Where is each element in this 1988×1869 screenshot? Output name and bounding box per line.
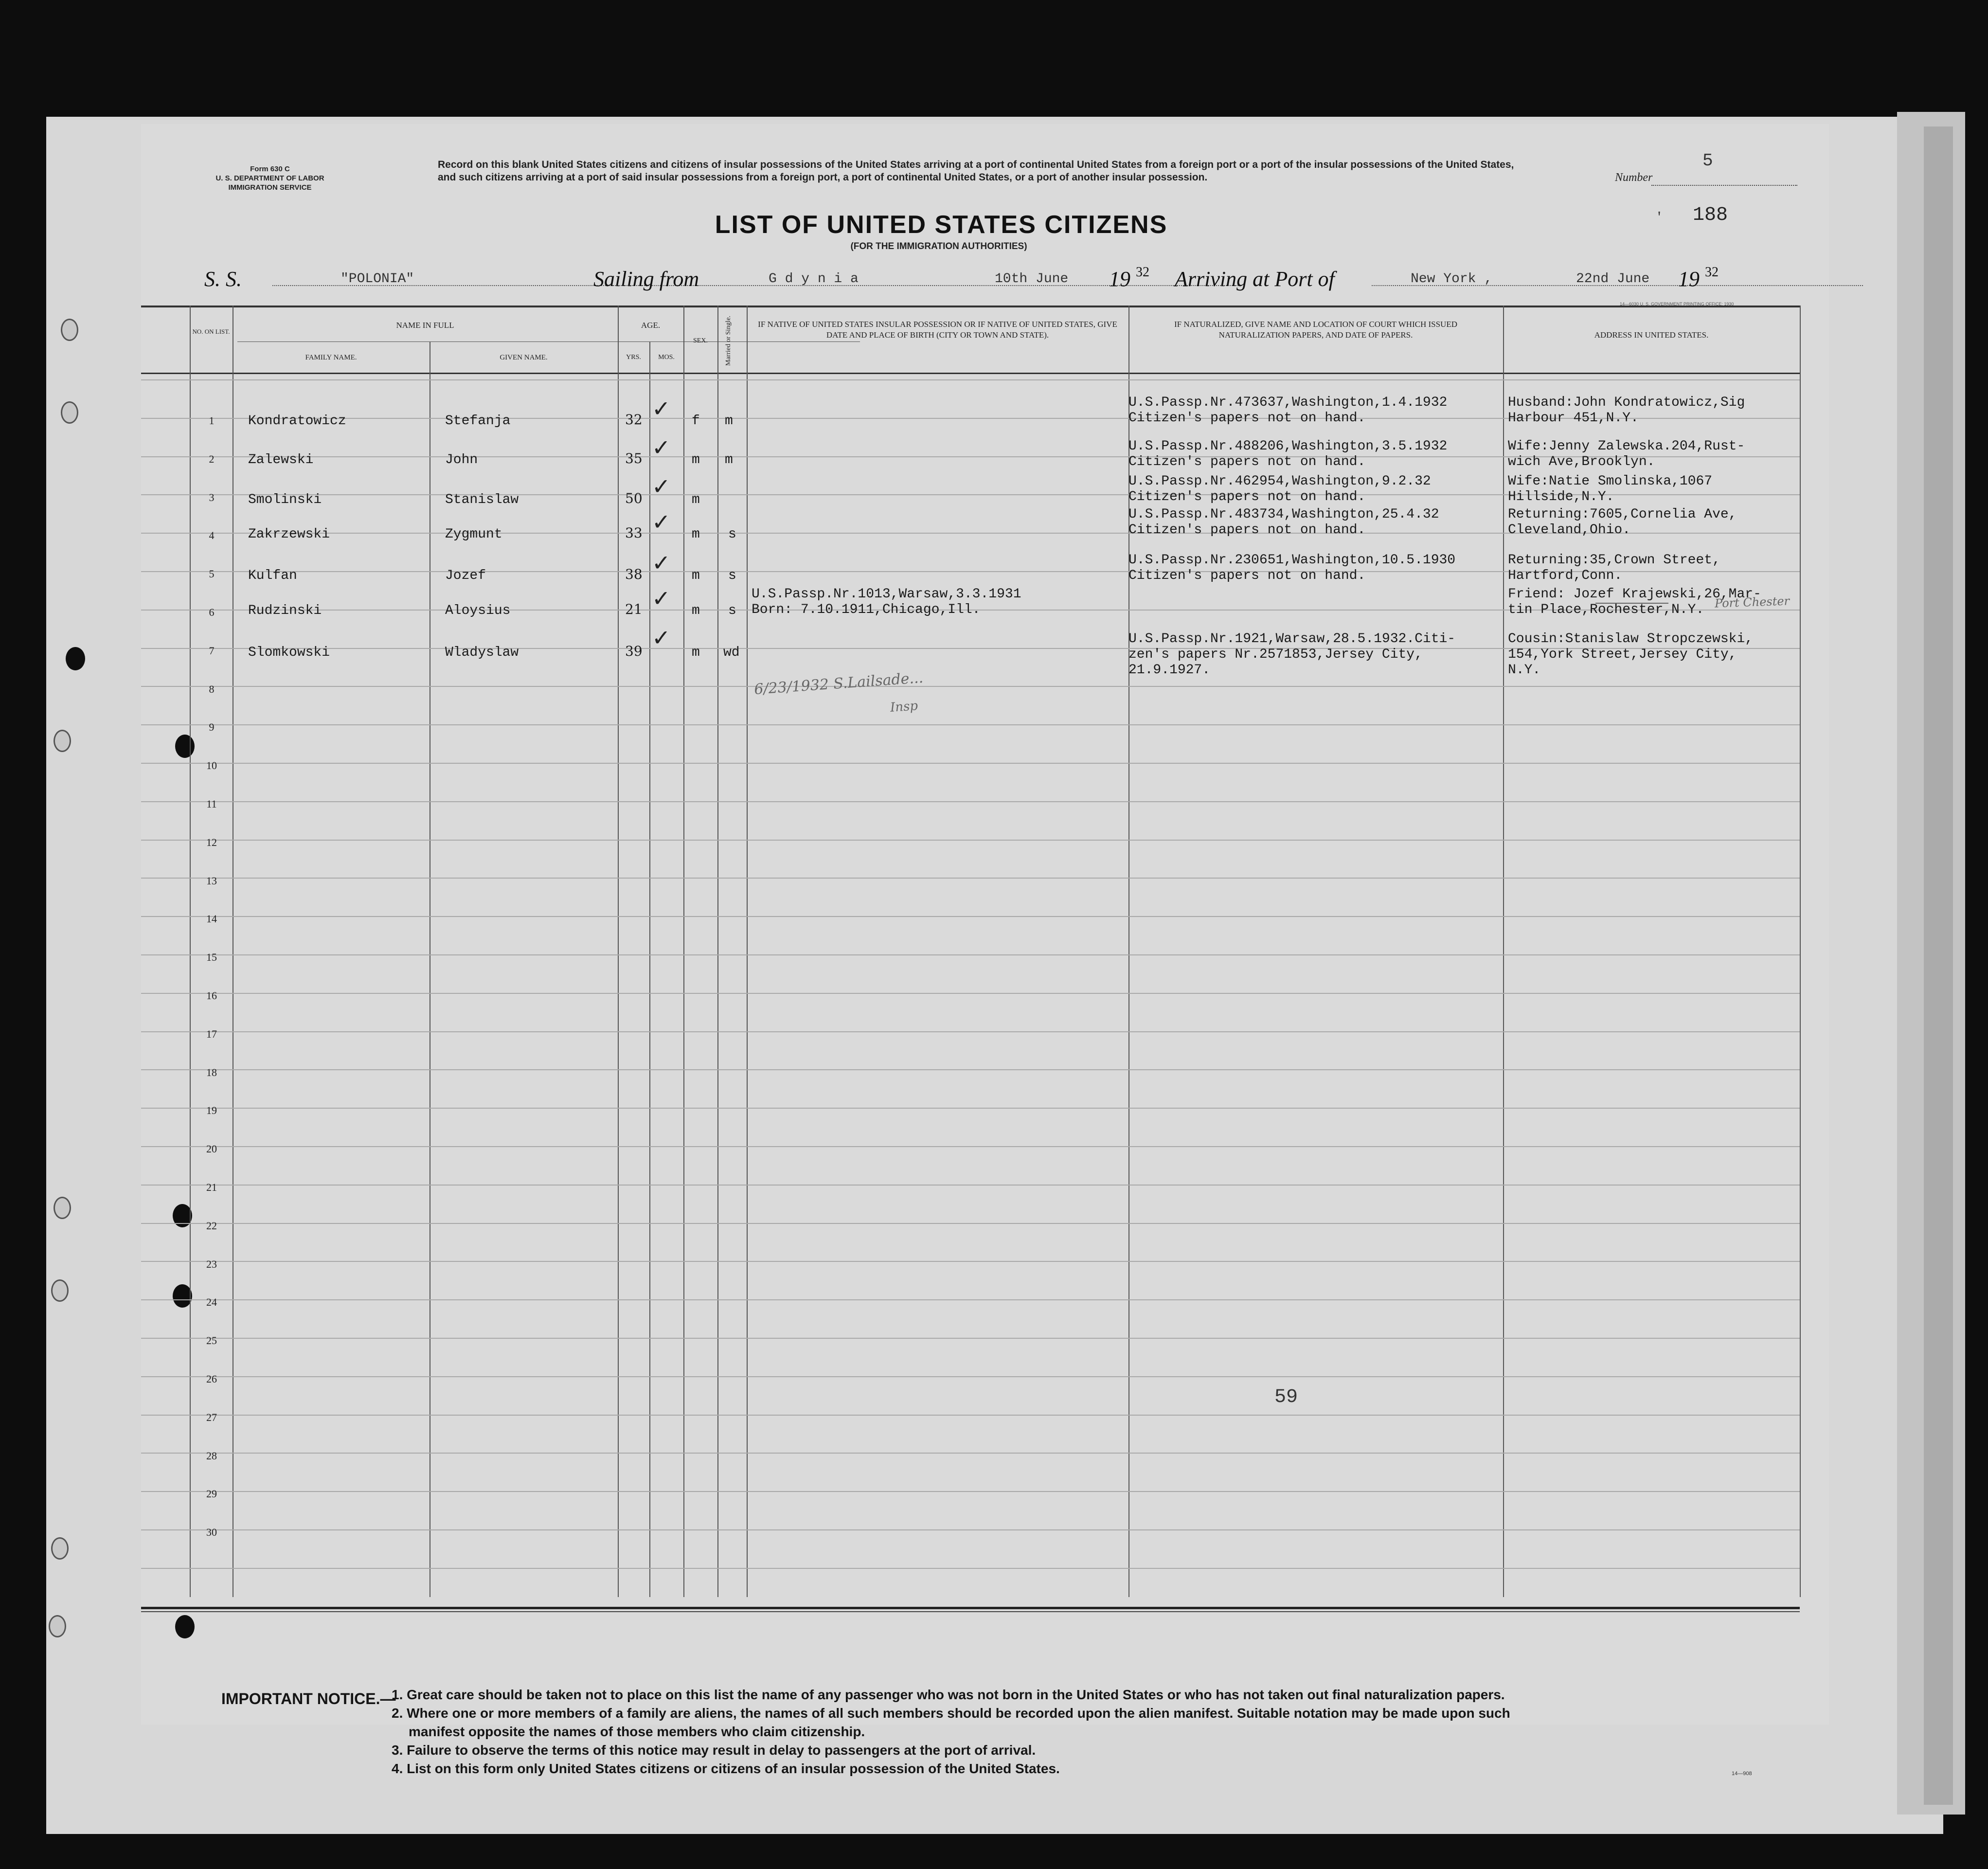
col-header-family: FAMILY NAME. <box>305 354 357 361</box>
family-name: Kulfan <box>248 568 297 583</box>
number-value: 5 <box>1702 151 1713 171</box>
given-name: Aloysius <box>445 603 511 618</box>
sex: m <box>692 527 700 542</box>
age-years: 32 <box>625 412 643 428</box>
row-number: 2 <box>209 452 215 465</box>
number-field-line <box>1651 185 1797 186</box>
binder-hole-icon <box>51 1537 69 1560</box>
marital-status: s <box>728 568 736 583</box>
row-number: 12 <box>206 836 217 848</box>
check-mark-icon: ✓ <box>652 395 671 422</box>
ruled-line <box>141 1146 1800 1147</box>
form-number: Form 630 C <box>250 165 290 173</box>
naturalization-info: U.S.Passp.Nr.462954,Washington,9.2.32 Citizen's papers not on hand. <box>1128 474 1431 504</box>
family-name: Zalewski <box>248 452 314 467</box>
check-mark-icon: ✓ <box>652 625 671 651</box>
col-divider <box>683 306 684 1597</box>
col-header-no: NO. ON LIST. <box>192 328 230 335</box>
binder-hole-icon <box>61 319 78 341</box>
ruled-line <box>141 916 1800 917</box>
sailing-year-suffix: 32 <box>1136 265 1149 280</box>
col-header-age: AGE. <box>641 321 661 330</box>
sex: m <box>692 645 700 660</box>
age-years: 39 <box>625 643 643 659</box>
family-name: Rudzinski <box>248 603 322 618</box>
family-name: Smolinski <box>248 492 322 507</box>
ruled-line <box>141 724 1800 725</box>
ruled-line <box>141 1568 1800 1569</box>
sailing-year-prefix: 19 <box>1109 267 1130 291</box>
header-bottom-border <box>141 373 1800 374</box>
notice-item-2: 2. Where one or more members of a family are aliens, the names of all such members should be recorded upon the alien manifest. Suitable notation may be made upon such <box>392 1706 1510 1721</box>
number-label: Number <box>1615 171 1653 184</box>
given-name: Jozef <box>445 568 486 583</box>
ruled-line <box>141 840 1800 841</box>
col-header-address: ADDRESS IN UNITED STATES. <box>1594 330 1709 340</box>
sailing-date: 10th June <box>995 271 1069 287</box>
sex: m <box>692 603 700 618</box>
binder-hole-icon <box>54 1197 71 1219</box>
age-years: 38 <box>625 566 643 582</box>
row-number: 22 <box>206 1219 217 1232</box>
us-address: Friend: Jozef Krajewski,26,Mar- tin Place,Rochester,N.Y. <box>1508 587 1761 617</box>
sex: m <box>692 452 700 467</box>
row-number: 4 <box>209 529 215 542</box>
col-divider <box>649 341 650 1597</box>
col-header-given: GIVEN NAME. <box>500 354 548 361</box>
given-name: Zygmunt <box>445 527 502 542</box>
given-name: John <box>445 452 478 467</box>
col-header-native: IF NATIVE OF UNITED STATES INSULAR POSSESSION OR IF NATIVE OF UNITED STATES, GIVE DATE AND PLACE OF BIRTH (CITY OR TOWN AND STATE). <box>758 320 1117 340</box>
col-divider <box>1503 306 1504 1597</box>
notice-item-3: 3. Failure to observe the terms of this notice may result in delay to passengers at the port of arrival. <box>392 1743 1036 1758</box>
row-number: 5 <box>209 568 215 580</box>
binder-hole-icon <box>66 647 85 670</box>
row-number: 17 <box>206 1027 217 1040</box>
col-header-yrs: YRS. <box>626 354 641 361</box>
binder-hole-icon <box>175 1615 195 1638</box>
row-number: 20 <box>206 1143 217 1155</box>
ruled-line <box>141 1185 1800 1186</box>
check-mark-icon: ✓ <box>652 550 671 576</box>
page-stack-edge-inner <box>1924 126 1953 1805</box>
ship-label: S. S. <box>204 267 242 291</box>
family-name: Zakrzewski <box>248 527 330 542</box>
sex: m <box>692 492 700 507</box>
voyage-line <box>204 267 1809 296</box>
row-number: 10 <box>206 759 217 772</box>
instructions-text: Record on this blank United States citizens and citizens of insular possessions of the United States arriving at a port of continental United States from a foreign port or a port of the insular possessions of the United States, and such citizens arriving at a port of said insular possessions from a foreign port, a port of continental United States, or a port of another insular possession. <box>438 159 1514 183</box>
binder-hole-icon <box>54 730 71 752</box>
age-years: 50 <box>625 490 643 506</box>
citizens-table <box>141 306 1800 1597</box>
ruled-line <box>141 686 1800 687</box>
ruled-line <box>141 1031 1800 1032</box>
department-name: U. S. DEPARTMENT OF LABOR <box>215 174 324 182</box>
ruled-line <box>141 1108 1800 1109</box>
row-number: 30 <box>206 1526 217 1539</box>
binder-hole-icon <box>61 401 78 424</box>
naturalization-info: U.S.Passp.Nr.488206,Washington,3.5.1932 Citizen's papers not on hand. <box>1128 439 1448 469</box>
ruled-line <box>141 1223 1800 1224</box>
ruled-line <box>141 1415 1800 1416</box>
naturalization-info: U.S.Passp.Nr.1921,Warsaw,28.5.1932.Citi- zen's papers Nr.2571853,Jersey City, 21.9.1927. <box>1128 631 1456 678</box>
tick-mark: ' <box>1658 208 1661 226</box>
notice-item-4: 4. List on this form only United States citizens or citizens of an insular possession of the United States. <box>392 1761 1060 1776</box>
sex: m <box>692 568 700 583</box>
row-number: 11 <box>206 798 217 810</box>
naturalization-info: U.S.Passp.Nr.483734,Washington,25.4.32 Citizen's papers not on hand. <box>1128 507 1439 538</box>
sex: f <box>692 413 700 429</box>
given-name: Stanislaw <box>445 492 519 507</box>
ship-name: "POLONIA" <box>340 271 414 287</box>
row-number: 27 <box>206 1411 217 1423</box>
family-name: Kondratowicz <box>248 413 346 429</box>
name-group-divider <box>237 341 860 342</box>
naturalization-info: U.S.Passp.Nr.230651,Washington,10.5.1930 Citizen's papers not on hand. <box>1128 553 1456 583</box>
margin-note: Port Chester <box>1714 594 1790 611</box>
sailing-label: Sailing from <box>593 267 699 291</box>
row-number: 29 <box>206 1488 217 1500</box>
row-number: 15 <box>206 951 217 964</box>
marital-status: s <box>728 527 736 542</box>
col-header-name-group: NAME IN FULL <box>396 321 454 330</box>
us-address: Returning:35,Crown Street, Hartford,Conn. <box>1508 553 1720 583</box>
row-number: 8 <box>209 683 215 695</box>
col-divider <box>618 306 619 1597</box>
age-years: 21 <box>625 601 643 617</box>
ruled-line <box>141 801 1800 802</box>
row-number: 24 <box>206 1296 217 1309</box>
ruled-line <box>141 993 1800 994</box>
binder-hole-icon <box>51 1279 69 1302</box>
check-mark-icon: ✓ <box>652 434 671 461</box>
binder-hole-icon <box>49 1615 66 1637</box>
row-number: 28 <box>206 1449 217 1462</box>
ruled-line <box>141 1299 1800 1300</box>
us-address: Cousin:Stanislaw Stropczewski, 154,York Street,Jersey City, N.Y. <box>1508 631 1754 678</box>
row-number: 26 <box>206 1373 217 1385</box>
arriving-year-prefix: 19 <box>1678 267 1700 291</box>
row-number: 21 <box>206 1181 217 1193</box>
row-number: 19 <box>206 1104 217 1117</box>
service-name: IMMIGRATION SERVICE <box>228 183 312 192</box>
marital-status: m <box>725 413 733 429</box>
row-number: 25 <box>206 1334 217 1347</box>
ruled-line <box>141 763 1800 764</box>
age-group-divider <box>622 341 680 342</box>
col-header-sex: SEX. <box>693 337 708 344</box>
table-top-border <box>141 306 1800 307</box>
age-years: 33 <box>625 525 643 541</box>
arriving-year-suffix: 32 <box>1705 265 1719 280</box>
naturalization-info: U.S.Passp.Nr.473637,Washington,1.4.1932 Citizen's papers not on hand. <box>1128 395 1448 426</box>
notice-item-2-cont: manifest opposite the names of those members who claim citizenship. <box>409 1724 865 1739</box>
row-number: 18 <box>206 1066 217 1078</box>
arriving-label: Arriving at Port of <box>1175 267 1335 291</box>
page-title: LIST OF UNITED STATES CITIZENS <box>715 211 1168 239</box>
row-number: 1 <box>209 414 215 427</box>
marital-status: wd <box>723 645 740 660</box>
ruled-line <box>141 1069 1800 1070</box>
ruled-line <box>141 878 1800 879</box>
ruled-line <box>141 1376 1800 1377</box>
row-number: 23 <box>206 1258 217 1270</box>
row-number: 16 <box>206 989 217 1002</box>
sailing-port: G d y n i a <box>769 271 859 287</box>
col-header-mos: MOS. <box>658 354 675 361</box>
stamp-number: 59 <box>1274 1386 1298 1408</box>
handwritten-annotation: 6/23/1932 S.Lailsade... <box>753 669 924 699</box>
page-number: 188 <box>1693 204 1728 226</box>
arriving-date: 22nd June <box>1576 271 1650 287</box>
us-address: Husband:John Kondratowicz,Sig Harbour 451,N.Y. <box>1508 395 1745 426</box>
given-name: Wladyslaw <box>445 645 519 660</box>
col-header-married: Married or Single. <box>725 315 732 366</box>
col-divider <box>190 306 191 1597</box>
col-divider <box>1800 306 1801 1597</box>
age-years: 35 <box>625 450 643 467</box>
notice-item-1: 1. Great care should be taken not to place on this list the name of any passenger who was not born in the United States or who has not taken out final naturalization papers. <box>392 1687 1505 1702</box>
marital-status: m <box>725 452 733 467</box>
row-number: 13 <box>206 874 217 887</box>
check-mark-icon: ✓ <box>652 585 671 611</box>
ruled-line <box>141 1338 1800 1339</box>
us-address: Wife:Jenny Zalewska.204,Rust- wich Ave,Brooklyn. <box>1508 439 1745 469</box>
arriving-port: New York , <box>1411 271 1493 287</box>
check-mark-icon: ✓ <box>652 473 671 500</box>
row-number: 3 <box>209 491 215 503</box>
form-code: 14—908 <box>1732 1771 1752 1777</box>
handwritten-annotation: Insp <box>890 699 918 715</box>
col-header-naturalized: IF NATURALIZED, GIVE NAME AND LOCATION OF COURT WHICH ISSUED NATURALIZATION PAPERS, AND DATE OF PAPERS. <box>1174 320 1457 340</box>
row-number: 7 <box>209 644 215 657</box>
given-name: Stefanja <box>445 413 511 429</box>
notice-heading: IMPORTANT NOTICE.— <box>221 1690 396 1707</box>
ruled-line <box>141 1529 1800 1530</box>
marital-status: s <box>728 603 736 618</box>
bottom-rule <box>141 1607 1800 1609</box>
us-address: Returning:7605,Cornelia Ave, Cleveland,Ohio. <box>1508 507 1737 538</box>
page-subtitle: (FOR THE IMMIGRATION AUTHORITIES) <box>850 241 1027 252</box>
row-number: 6 <box>209 606 215 618</box>
col-divider <box>717 306 718 1597</box>
ruled-line <box>141 379 1800 380</box>
check-mark-icon: ✓ <box>652 509 671 535</box>
bottom-rule <box>141 1611 1800 1612</box>
ruled-line <box>141 1491 1800 1492</box>
birth-info: U.S.Passp.Nr.1013,Warsaw,3.3.1931 Born: 7.10.1911,Chicago,Ill. <box>752 587 1021 617</box>
row-number: 9 <box>209 721 215 734</box>
us-address: Wife:Natie Smolinska,1067 Hillside,N.Y. <box>1508 474 1713 504</box>
ruled-line <box>141 1261 1800 1262</box>
ruled-line <box>141 1453 1800 1454</box>
printer-mark: 14—6030 U. S. GOVERNMENT PRINTING OFFICE: 1930 <box>1620 302 1734 306</box>
family-name: Slomkowski <box>248 645 330 660</box>
ruled-line <box>141 954 1800 955</box>
col-divider <box>747 306 748 1597</box>
strikethrough <box>1595 603 1668 604</box>
row-number: 14 <box>206 913 217 925</box>
form-identifier <box>190 164 350 192</box>
